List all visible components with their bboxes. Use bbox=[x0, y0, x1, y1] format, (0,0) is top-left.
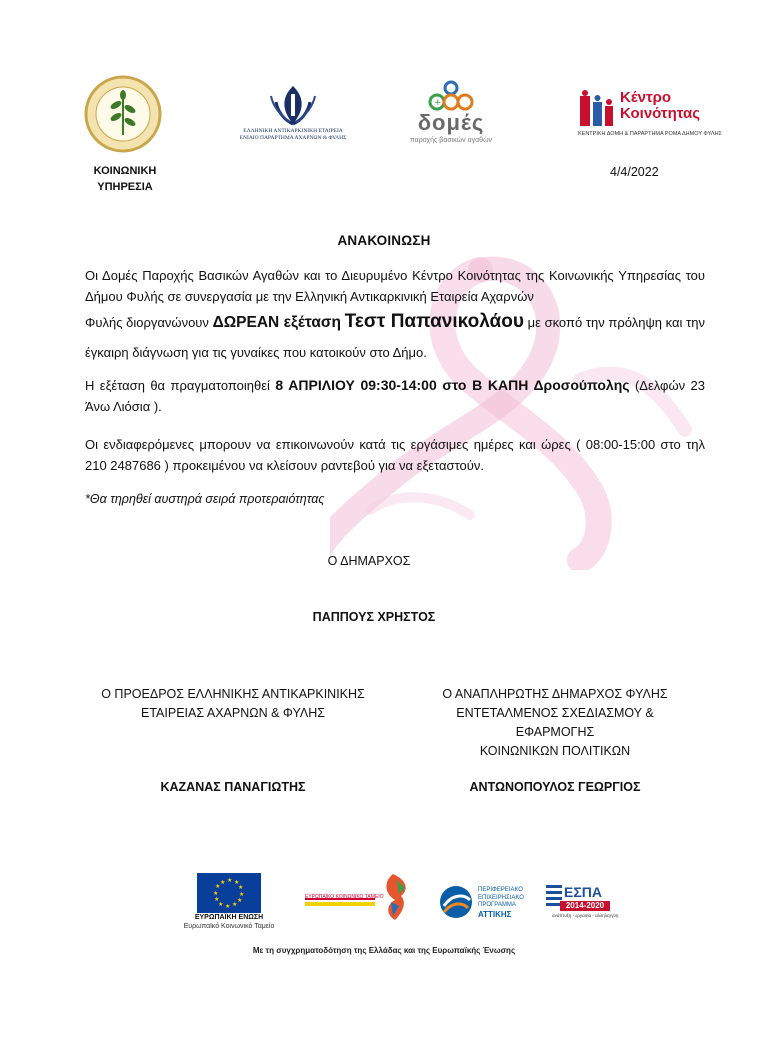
signature-right-name: ΑΝΤΩΝΟΠΟΥΛΟΣ ΓΕΩΡΓΙΟΣ bbox=[469, 780, 641, 794]
svg-text:★: ★ bbox=[218, 901, 224, 908]
eu-logo bbox=[183, 873, 275, 933]
schedule-date-place: 8 ΑΠΡΙΛΙΟΥ 09:30-14:00 στο Β ΚΑΠΗ Δροσούπολης bbox=[275, 377, 630, 393]
esf-text: ΕΥΡΩΠΑΪΚΟ ΚΟΙΝΩΝΙΚΟ ΤΑΜΕΙΟ bbox=[305, 894, 384, 900]
announcement-title: ΑΝΑΚΟΙΝΩΣΗ bbox=[337, 233, 431, 248]
pap-test-label: Τεστ Παπανικολάου bbox=[344, 311, 524, 332]
right-title-line1: Ο ΑΝΑΠΛΗΡΩΤΗΣ ΔΗΜΑΡΧΟΣ ΦΥΛΗΣ bbox=[442, 687, 668, 701]
svg-text:★: ★ bbox=[213, 890, 219, 897]
eu-fund: Ευρωπαϊκό Κοινωνικό Ταμείο bbox=[183, 923, 275, 930]
svg-text:+: + bbox=[434, 98, 442, 108]
svg-text:★: ★ bbox=[238, 884, 244, 891]
municipality-logo bbox=[84, 75, 162, 153]
domes-icon bbox=[405, 80, 497, 112]
intro-text-1: Οι Δομές Παροχής Βασικών Αγαθών και το Διευρυμένο Κέντρο Κοινότητας της Κοινωνικής Υπηρεσίας του Δήμου Φυλής σε συνεργασία με την Ελληνική Αντικαρκινική Εταιρεία Αχαρνών bbox=[85, 268, 705, 304]
department-label bbox=[80, 163, 170, 195]
domes-logo bbox=[405, 80, 497, 152]
department-line2: ΥΠΗΡΕΣΙΑ bbox=[97, 181, 153, 193]
esf-logo bbox=[303, 872, 413, 922]
department-line1: ΚΟΙΝΩΝΙΚΗ bbox=[93, 165, 157, 177]
svg-text:★: ★ bbox=[215, 883, 221, 890]
svg-text:★: ★ bbox=[225, 903, 231, 910]
espa-word: ΕΣΠΑ bbox=[564, 884, 602, 900]
attiki-swirl-icon bbox=[438, 884, 474, 920]
svg-text:★: ★ bbox=[220, 879, 226, 886]
cancer-society-logo bbox=[238, 82, 348, 154]
attiki-line2: ΕΠΙΧΕΙΡΗΣΙΑΚΟ bbox=[478, 894, 524, 901]
municipality-seal-icon bbox=[84, 75, 162, 153]
document-date: 4/4/2022 bbox=[610, 165, 659, 179]
schedule-text: Η εξέταση θα πραγματοποιηθεί bbox=[85, 378, 270, 393]
kentro-title-line1: Κέντρο bbox=[620, 89, 672, 106]
intro-text-2: Φυλής διοργανώνουν bbox=[85, 315, 209, 330]
right-title-line3: ΕΦΑΡΜΟΓΗΣ bbox=[515, 725, 595, 739]
espa-years: 2014-2020 bbox=[560, 901, 610, 911]
mayor-name: ΠΑΠΠΟΥΣ ΧΡΗΣΤΟΣ bbox=[312, 610, 436, 624]
schedule-address: (Δελφών 23 Άνω Λιόσια ). bbox=[85, 378, 705, 414]
signature-right-title bbox=[405, 685, 705, 761]
svg-text:★: ★ bbox=[234, 879, 240, 886]
attiki-region-logo bbox=[438, 884, 528, 922]
eu-name: ΕΥΡΩΠΑΪΚΗ ΕΝΩΣΗ bbox=[194, 914, 264, 921]
svg-text:★: ★ bbox=[232, 901, 238, 908]
kentro-title bbox=[620, 89, 701, 122]
right-title-line4: ΚΟΙΝΩΝΙΚΩΝ ΠΟΛΙΤΙΚΩΝ bbox=[479, 744, 631, 758]
cancer-society-caption bbox=[238, 128, 348, 142]
kentro-koinotitas-logo bbox=[578, 88, 722, 140]
attiki-program-text bbox=[478, 887, 524, 910]
paragraph-intro bbox=[85, 265, 705, 368]
cancer-society-icon bbox=[238, 82, 348, 128]
cofunding-note: Με τη συγχρηματοδότηση της Ελλάδας και της Ευρωπαϊκής Ένωσης bbox=[252, 946, 516, 955]
kentro-subtitle: ΚΕΝΤΡΙΚΗ ΔΟΜΗ & ΠΑΡΑΡΤΗΜΑ ΡΟΜΑ ΔΗΜΟΥ ΦΥΛΗΣ bbox=[578, 131, 722, 137]
right-title-line2: ΕΝΤΕΤΑΛΜΕΝΟΣ ΣΧΕΔΙΑΣΜΟΥ & bbox=[456, 706, 654, 720]
svg-text:★: ★ bbox=[239, 891, 245, 898]
svg-text:★: ★ bbox=[227, 877, 233, 884]
espa-logo bbox=[546, 884, 619, 924]
kentro-people-icon bbox=[578, 90, 618, 130]
svg-text:★: ★ bbox=[214, 896, 220, 903]
eu-flag-icon bbox=[197, 873, 261, 913]
paragraph-schedule bbox=[85, 375, 705, 417]
left-title-line1: Ο ΠΡΟΕΔΡΟΣ ΕΛΛΗΝΙΚΗΣ ΑΝΤΙΚΑΡΚΙΝΙΚΗΣ bbox=[101, 687, 365, 701]
kentro-title-line2: Κοινότητας bbox=[620, 105, 701, 122]
domes-wordmark: δομές bbox=[417, 110, 485, 135]
signature-left-name: ΚΑΖΑΝΑΣ ΠΑΝΑΓΙΩΤΗΣ bbox=[160, 780, 306, 794]
free-exam-label: ΔΩΡΕΑΝ εξέταση bbox=[212, 314, 341, 331]
mayor-title: Ο ΔΗΜΑΡΧΟΣ bbox=[327, 554, 411, 568]
domes-subtitle: παροχής βασικών αγαθών bbox=[409, 137, 493, 144]
svg-text:★: ★ bbox=[237, 897, 243, 904]
attiki-name: ΑΤΤΙΚΗΣ bbox=[478, 910, 512, 919]
espa-subtitle: ανάπτυξη - εργασία - αλληλεγγύη bbox=[552, 913, 619, 918]
signature-left-title bbox=[88, 685, 378, 723]
attiki-line3: ΠΡΟΓΡΑΜΜΑ bbox=[478, 902, 516, 908]
left-title-line2: ΕΤΑΙΡΕΙΑΣ ΑΧΑΡΝΩΝ & ΦΥΛΗΣ bbox=[141, 706, 325, 720]
paragraph-contact: Οι ενδιαφερόμενες μπορουν να επικοινωνούν κατά τις εργάσιμες ημέρες και ώρες ( 08:00-15:00 στο τηλ 210 2487686 ) προκειμένου να κλείσουν ραντεβού για να εξεταστούν. bbox=[85, 437, 705, 473]
priority-note: *Θα τηρηθεί αυστηρά σειρά προτεραιότητας bbox=[85, 492, 325, 506]
attiki-line1: ΠΕΡΙΦΕΡΕΙΑΚΟ bbox=[478, 887, 523, 893]
intro-text-3: με σκοπό την πρόληψη και την έγκαιρη διάγνωση για τις γυναίκες που κατοικούν στο Δήμο. bbox=[85, 315, 705, 360]
intro-line-3 bbox=[85, 307, 705, 368]
cancer-caption-line1: ΕΛΛΗΝΙΚΗ ΑΝΤΙΚΑΡΚΙΝΙΚΗ ΕΤΑΙΡΕΙΑ bbox=[243, 128, 343, 134]
cancer-caption-line2: ΕΝΙΑΙΟ ΠΑΡΑΡΤΗΜΑ ΑΧΑΡΝΩΝ & ΦΥΛΗΣ bbox=[239, 135, 347, 141]
